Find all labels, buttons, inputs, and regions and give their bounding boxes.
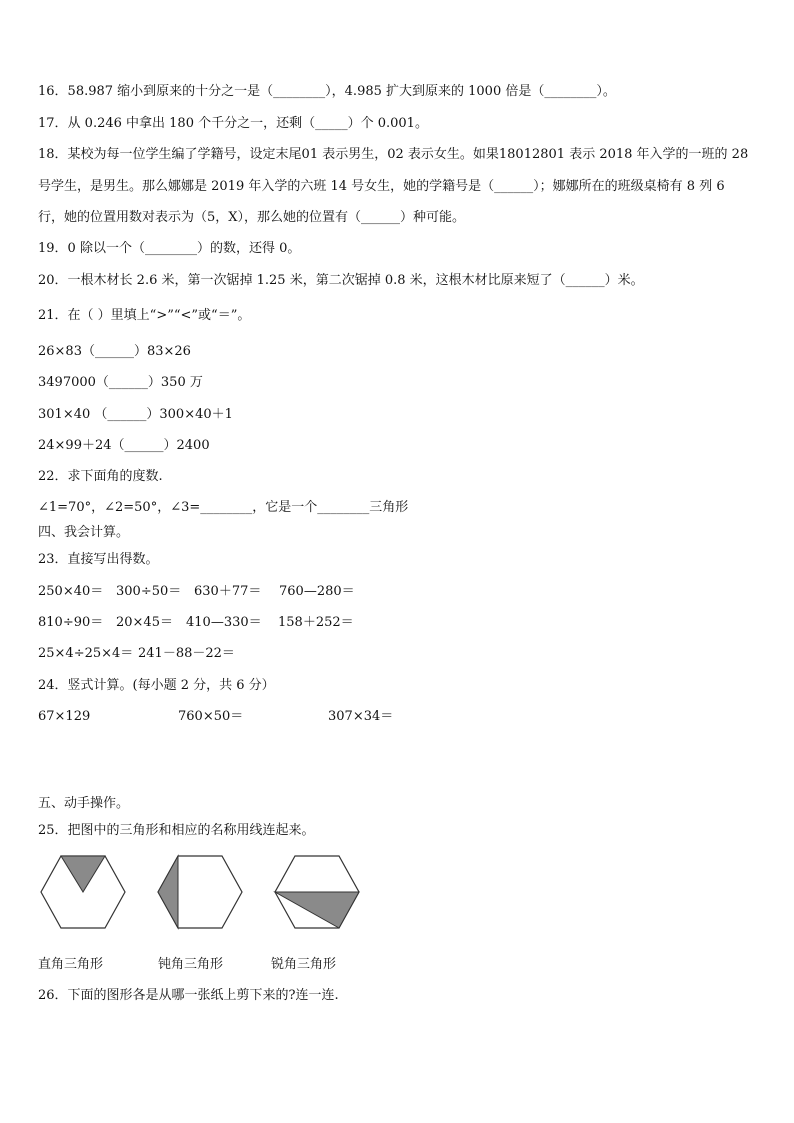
q23-item: 810÷90＝ — [38, 615, 104, 630]
hexagon-figure-3 — [273, 854, 361, 930]
section-5-heading: 五、动手操作。 — [38, 796, 130, 811]
q21-item: 26×83（______）83×26 — [38, 344, 191, 359]
q23-item: 410—330＝ — [186, 615, 262, 630]
q23-row — [38, 584, 355, 600]
q23-item: 158＋252＝ — [278, 615, 354, 630]
q23-item: 241－88－22＝ — [138, 646, 235, 661]
question-23: 23．直接写出得数。 — [38, 552, 159, 567]
q21-item: 301×40 （______）300×40＋1 — [38, 407, 233, 422]
q23-row — [38, 615, 354, 631]
question-21: 21．在（ ）里填上“>”“<”或“＝”。 — [38, 308, 251, 323]
hexagon-figure-1 — [39, 854, 127, 930]
question-18-line-3: 行，她的位置用数对表示为（5，X），那么她的位置有（______）种可能。 — [38, 210, 466, 225]
q23-item: 760—280＝ — [279, 584, 355, 599]
triangle-name-acute: 锐角三角形 — [271, 957, 337, 972]
q24-item: 67×129 — [38, 709, 91, 724]
question-22-answer-line: ∠1=70°，∠2=50°，∠3=________，它是一个________三角形 — [38, 500, 409, 515]
question-18-line-2: 号学生，是男生。那么娜娜是 2019 年入学的六班 14 号女生，她的学籍号是（______）；娜娜所在的班级桌椅有 8 列 6 — [38, 179, 725, 194]
question-20: 20．一根木材长 2.6 米，第一次锯掉 1.25 米，第二次锯掉 0.8 米，这根木材比原来短了（______）米。 — [38, 273, 644, 288]
hexagon-figure-2 — [156, 854, 244, 930]
question-22: 22．求下面角的度数. — [38, 469, 163, 484]
q23-row — [38, 646, 235, 662]
section-4-heading: 四、我会计算。 — [38, 525, 130, 540]
q24-row — [38, 709, 393, 725]
question-18-line-1: 18．某校为每一位学生编了学籍号，设定末尾01 表示男生，02 表示女生。如果18012801 表示 2018 年入学的一班的 28 — [38, 147, 749, 162]
q21-item: 3497000（______）350 万 — [38, 375, 203, 390]
q23-item: 20×45＝ — [116, 615, 173, 630]
question-26: 26．下面的图形各是从哪一张纸上剪下来的?连一连. — [38, 988, 339, 1003]
q23-item: 25×4÷25×4＝ — [38, 646, 134, 661]
question-24: 24．竖式计算。(每小题 2 分，共 6 分） — [38, 678, 275, 693]
question-25: 25．把图中的三角形和相应的名称用线连起来。 — [38, 823, 315, 838]
question-16: 16．58.987 缩小到原来的十分之一是（________），4.985 扩大到原来的 1000 倍是（________）。 — [38, 84, 616, 99]
triangle-name-obtuse: 钝角三角形 — [158, 957, 224, 972]
question-19: 19．0 除以一个（________）的数，还得 0。 — [38, 241, 301, 256]
q24-item: 307×34＝ — [328, 709, 394, 724]
q23-item: 300÷50＝ — [116, 584, 182, 599]
question-17: 17．从 0.246 中拿出 180 个千分之一，还剩（_____）个 0.001。 — [38, 116, 428, 131]
q24-item: 760×50＝ — [178, 709, 244, 724]
q23-item: 630＋77＝ — [194, 584, 262, 599]
triangle-name-right: 直角三角形 — [38, 957, 104, 972]
q21-item: 24×99＋24（______）2400 — [38, 438, 210, 453]
q23-item: 250×40＝ — [38, 584, 104, 599]
